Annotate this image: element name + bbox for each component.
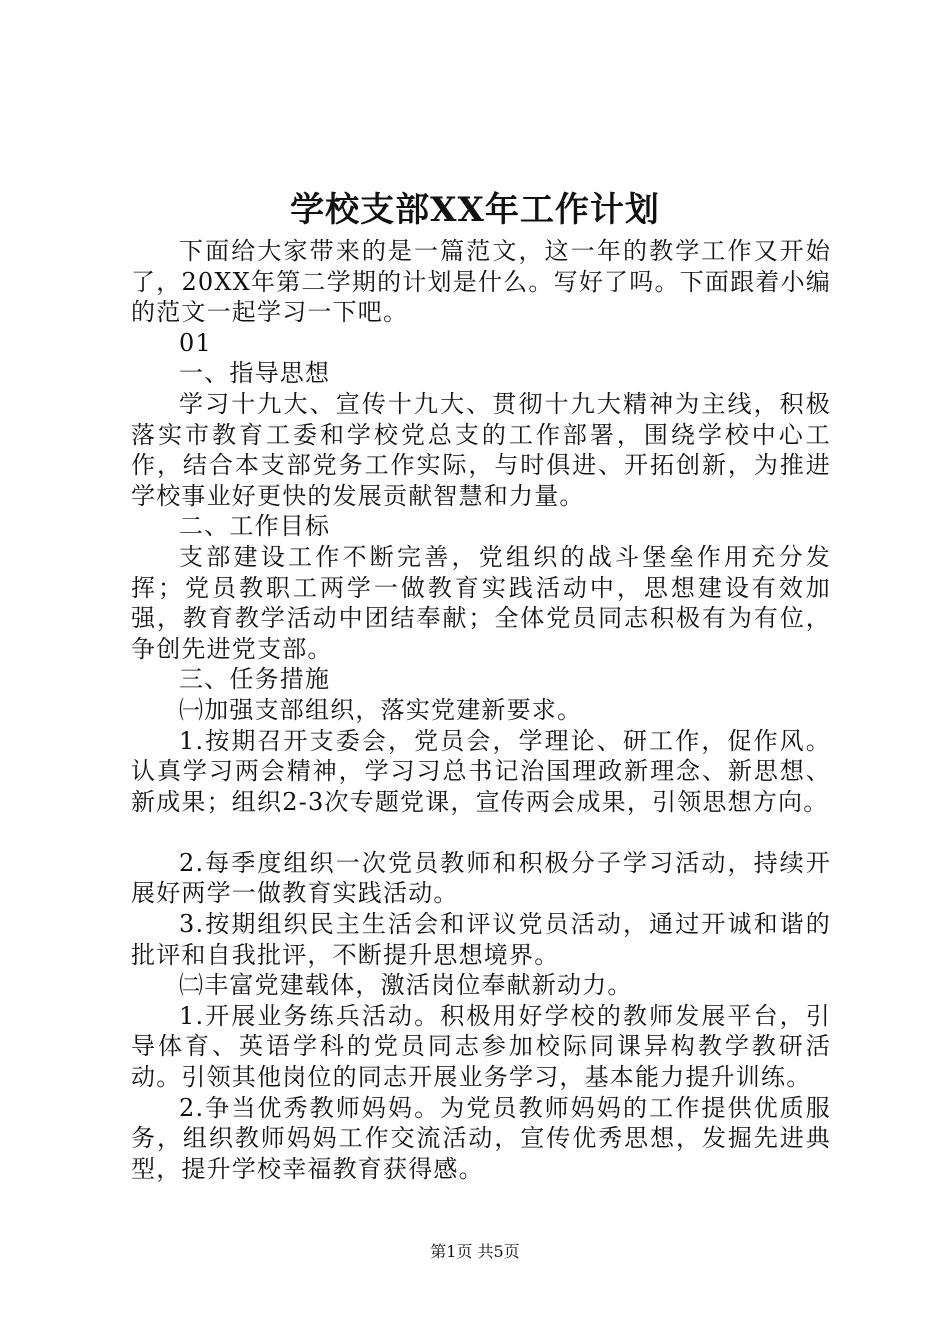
section-number: 01 <box>179 328 212 357</box>
list-item-1-2: 2.每季度组织一次党员教师和积极分子学习活动，持续开展好两学一做教育实践活动。 <box>131 848 831 908</box>
paragraph-intro: 下面给大家带来的是一篇范文，这一年的教学工作又开始了，20XX年第二学期的计划是什么。写好了吗。下面跟着小编的范文一起学习一下吧。 <box>131 237 831 327</box>
heading-guiding-ideology: 一、指导思想 <box>179 359 331 388</box>
heading-task-measures: 三、任务措施 <box>179 665 331 694</box>
list-item-1-3: 3.按期组织民主生活会和评议党员活动，通过开诚和谐的批评和自我批评，不断提升思想境界。 <box>131 910 831 969</box>
document-body <box>131 236 831 1184</box>
subheading-enrich-carriers: ㈡丰富党建载体，激活岗位奉献新动力。 <box>179 971 633 1000</box>
subheading-strengthen-organization: ㈠加强支部组织，落实党建新要求。 <box>179 695 583 724</box>
paragraph-gap <box>131 817 831 848</box>
paragraph-work-goals: 支部建设工作不断完善，党组织的战斗堡垒作用充分发挥；党员教职工两学一做教育实践活动中，思想建设有效加强，教育教学活动中团结奉献；全体党员同志积极有为有位，争创先进党支部。 <box>131 542 831 663</box>
document-title: 学校支部XX年工作计划 <box>290 190 660 230</box>
page-footer: 第1页 共5页 <box>430 1242 520 1261</box>
list-item-2-2: 2.争当优秀教师妈妈。为党员教师妈妈的工作提供优质服务，组织教师妈妈工作交流活动，宣传优秀思想，发掘先进典型，提升学校幸福教育获得感。 <box>131 1093 831 1183</box>
list-item-2-1: 1.开展业务练兵活动。积极用好学校的教师发展平台，引导体育、英语学科的党员同志参加校际同课异构教学教研活动。引领其他岗位的同志开展业务学习，基本能力提升训练。 <box>131 1001 831 1092</box>
list-item-1-1: 1.按期召开支委会，党员会，学理论、研工作，促作风。认真学习两会精神，学习习总书记治国理政新理念、新思想、新成果；组织2-3次专题党课，宣传两会成果，引领思想方向。 <box>131 726 831 816</box>
heading-work-goals: 二、工作目标 <box>179 512 331 541</box>
paragraph-guiding-ideology: 学习十九大、宣传十九大、贯彻十九大精神为主线，积极落实市教育工委和学校党总支的工作部署，围绕学校中心工作，结合本支部党务工作实际，与时俱进、开拓创新，为推进学校事业好更快的发展贡献智慧和力量。 <box>131 389 831 510</box>
